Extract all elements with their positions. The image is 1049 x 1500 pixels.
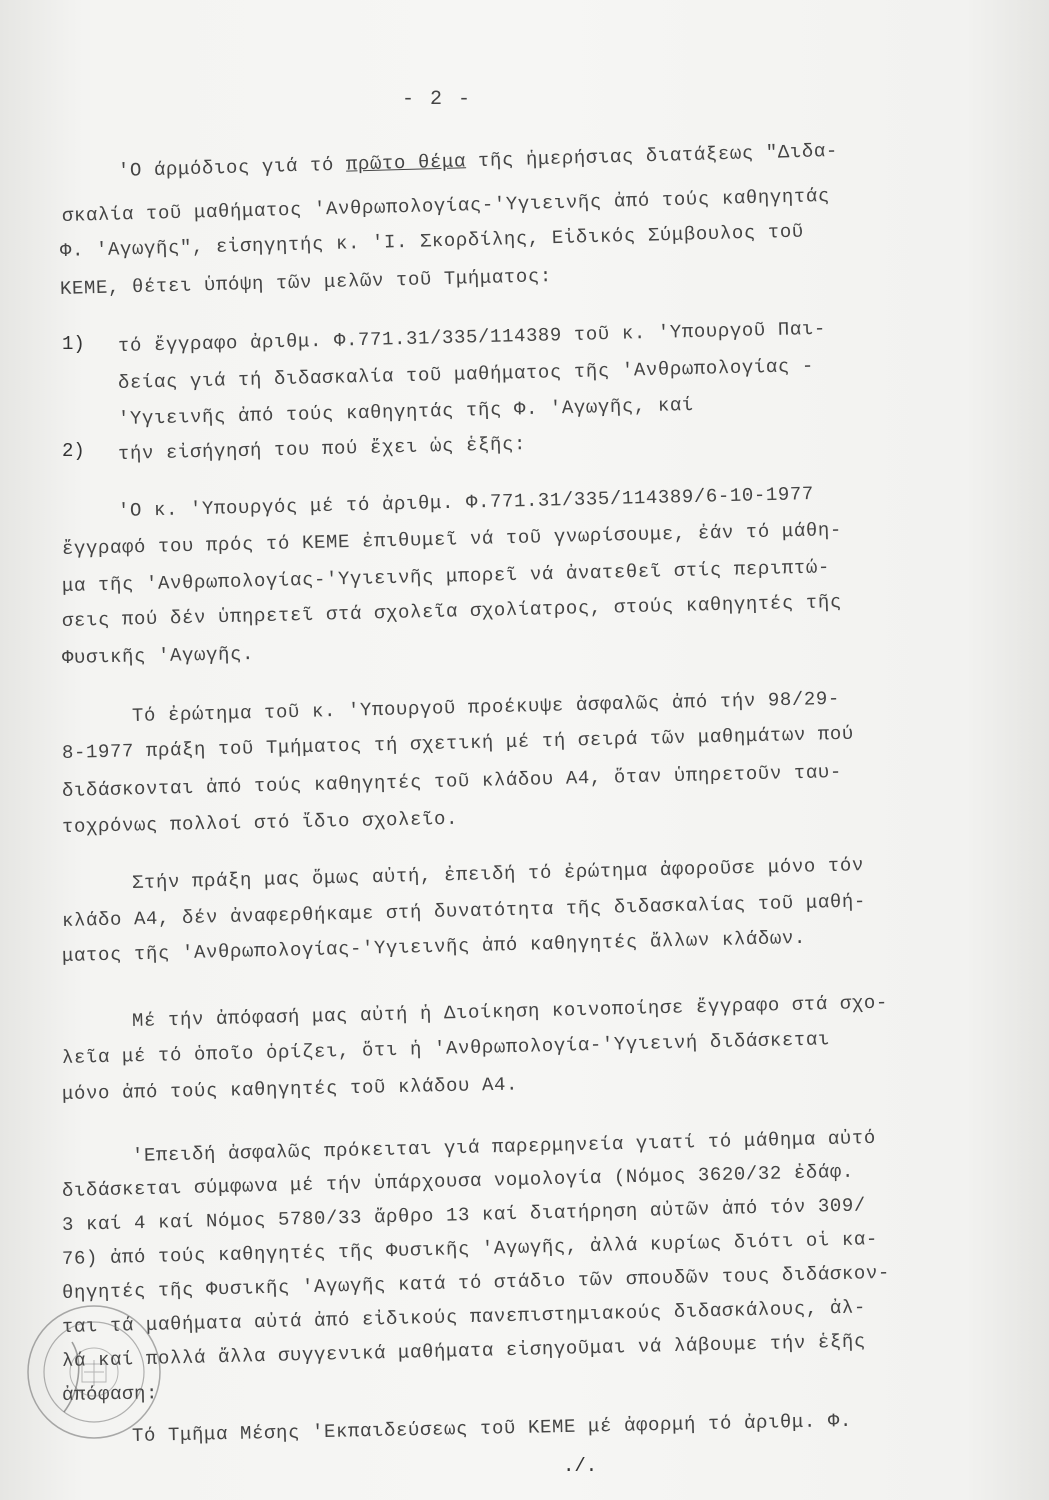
para1-line-5: Φυσικῆς 'Αγωγῆς. (61, 642, 255, 669)
continuation-mark: ./. (563, 1455, 598, 1477)
para3-line-1: Στήν πράξη μας ὅμως αὐτή, ἐπειδή τό ἐρώτημα ἀφοροῦσε μόνο τόν (131, 854, 865, 894)
para5-line-6: ται τά μαθήματα αὐτά ἀπό εἰδικούς πανεπιστημιακούς διδασκάλους, ἀλ- (61, 1296, 867, 1338)
para4-line-2: λεῖα μέ τό ὁποῖο ὁρίζει, ὅτι ἡ 'Ανθρωπολογία-'Υγιεινή διδάσκεται (61, 1028, 831, 1069)
para4-line-3: μόνο ἀπό τούς καθηγητές τοῦ κλάδου Α4. (61, 1073, 519, 1105)
intro-line-1-post: τῆς ἡμερήσιας διατάξεως "Διδα- (465, 139, 839, 173)
para1-line-2: ἔγγραφό του πρός τό ΚΕΜΕ ἐπιθυμεῖ νά τοῦ γνωρίσουμε, ἐάν τό μάθη- (61, 518, 843, 560)
item-2-line-1: τήν εἰσήγησή του πού ἔχει ὡς ἑξῆς: (117, 433, 527, 465)
item-1-line-2: δείας γιά τή διδασκαλία τοῦ μαθήματος τῆς 'Ανθρωπολογίας - (117, 354, 815, 394)
para1-line-4: σεις πού δέν ὑπηρετεῖ στά σχολεῖα σχολίατρος, στούς καθηγητές τῆς (61, 590, 843, 632)
para5-line-3: 3 καί 4 καί Νόμος 5780/33 ἄρθρο 13 καί διατήρηση αὐτῶν ἀπό τόν 309/ (61, 1194, 867, 1236)
para5-line-2: διδάσκεται σύμφωνα μέ τήν ὑπάρχουσα νομολογία (Νόμος 3620/32 ἐδάφ. (61, 1160, 855, 1202)
intro-line-1 (118, 140, 838, 182)
intro-line-1-pre: 'Ο άρμόδιος γιά τό (117, 153, 347, 182)
para1-line-1: 'Ο κ. 'Υπουργός μέ τό ἀριθμ. Φ.771.31/335/114389/6-10-1977 (117, 482, 815, 522)
intro-line-4: ΚΕΜΕ, θέτει ὑπόψη τῶν μελῶν τοῦ Τμήματος: (59, 265, 553, 300)
official-seal-stamp (24, 1302, 164, 1442)
para2-line-1: Τό ἐρώτημα τοῦ κ. 'Υπουργοῦ προέκυψε ἀσφαλῶς ἀπό τήν 98/29- (131, 687, 841, 727)
intro-underlined-topic: πρῶτο θέμα (345, 150, 467, 176)
page-number: - 2 - (402, 88, 473, 111)
para4-line-1: Μέ τήν ἀπόφασή μας αὐτή ἡ Διοίκηση κοινοποίησε ἔγγραφο στά σχο- (131, 991, 889, 1032)
para3-line-3: ματος τῆς 'Ανθρωπολογίας-'Υγιεινῆς ἀπό καθηγητές ἄλλων κλάδων. (61, 926, 807, 967)
para2-line-4: τοχρόνως πολλοί στό ἴδιο σχολεῖο. (61, 807, 459, 838)
intro-line-3: Φ. 'Αγωγῆς", εἰσηγητής κ. 'Ι. Σκορδίλης, Εἰδικός Σύμβουλος τοῦ (59, 220, 805, 262)
para5-line-8: ἀπόφαση: (61, 1382, 159, 1406)
para2-line-2: 8-1977 πράξη τοῦ Τμήματος τή σχετική μέ τή σειρά τῶν μαθημάτων πού (61, 722, 855, 764)
item-2-number: 2) (62, 440, 85, 462)
item-1-line-1: τό ἔγγραφο ἀριθμ. Φ.771.31/335/114389 τοῦ κ. 'Υπουργοῦ Παι- (117, 317, 827, 357)
para5-line-1: 'Επειδή ἀσφαλῶς πρόκειται γιά παρερμηνεία γιατί τό μάθημα αὐτό (131, 1126, 877, 1167)
para2-line-3: διδάσκονται ἀπό τούς καθηγητές τοῦ κλάδου Α4, ὅταν ὑπηρετοῦν ταυ- (61, 760, 843, 802)
para5-line-4: 76) ἀπό τούς καθηγητές τῆς Φυσικῆς 'Αγωγῆς, ἀλλά κυρίως διότι οἱ κα- (61, 1228, 879, 1270)
para5-line-7: λά καί πολλά ἄλλα συγγενικά μαθήματα εἰσηγοῦμαι νά λάβουμε τήν ἑξῆς (61, 1330, 867, 1372)
para5-line-5: θηγητές τῆς Φυσικῆς 'Αγωγῆς κατά τό στάδιο τῶν σπουδῶν τους διδάσκον- (61, 1261, 891, 1304)
item-1-line-3: 'Υγιεινῆς ἀπό τούς καθηγητάς τῆς Φ. 'Αγωγῆς, καί (117, 393, 695, 430)
para6-line-1: Τό Τμῆμα Μέσης 'Εκπαιδεύσεως τοῦ ΚΕΜΕ μέ ἀφορμή τό ἀριθμ. Φ. (131, 1409, 853, 1447)
para3-line-2: κλάδο Α4, δέν ἀναφερθήκαμε στή δυνατότητα τῆς διδασκαλίας τοῦ μαθή- (61, 890, 867, 932)
para1-line-3: μα τῆς 'Ανθρωπολογίας-'Υγιεινῆς μπορεῖ νά ἀνατεθεῖ στίς περιπτώ- (61, 556, 831, 597)
item-1-number: 1) (62, 333, 85, 355)
intro-line-2: σκαλία τοῦ μαθήματος 'Ανθρωπολογίας-'Υγιεινῆς ἀπό τούς καθηγητάς (61, 184, 831, 227)
